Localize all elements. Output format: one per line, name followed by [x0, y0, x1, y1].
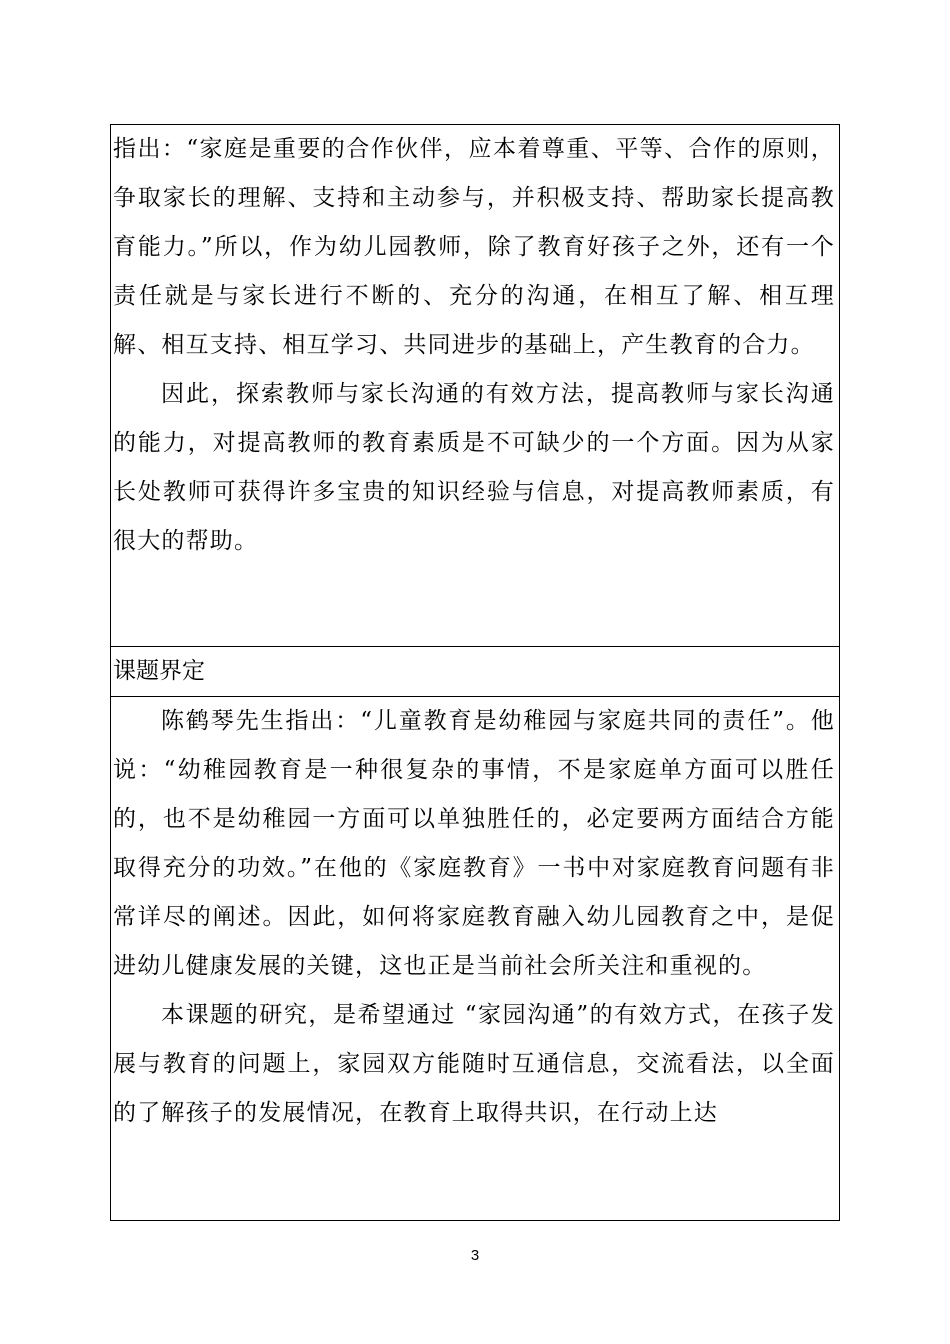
table-row	[111, 697, 840, 1221]
definition-cell	[111, 697, 840, 1221]
definition-paragraph-2: 本课题的研究，是希望通过 “家园沟通”的有效方式，在孩子发展与教育的问题上，家园双方能随时互通信息，交流看法，以全面的了解孩子的发展情况，在教育上取得共识，在行动上达	[113, 1002, 835, 1126]
table-row	[111, 125, 840, 647]
intro-paragraph-1: 指出：“家庭是重要的合作伙伴，应本着尊重、平等、合作的原则，争取家长的理解、支持和主动参与，并积极支持、帮助家长提高教育能力。”所以，作为幼儿园教师，除了教育好孩子之外，还有一个责任就是与家长进行不断的、充分的沟通，在相互了解、相互理解、相互支持、相互学习、共同进步的基础上，产生教育的合力。	[113, 136, 835, 358]
document-table	[110, 124, 840, 1221]
intro-paragraph-2: 因此，探索教师与家长沟通的有效方法，提高教师与家长沟通的能力，对提高教师的教育素质是不可缺少的一个方面。因为从家长处教师可获得许多宝贵的知识经验与信息，对提高教师素质，有很大的帮助。	[113, 381, 835, 554]
intro-cell	[111, 125, 840, 647]
page-number: 3	[470, 1247, 480, 1264]
heading-cell	[111, 647, 840, 697]
table-row	[111, 647, 840, 697]
definition-paragraph-1: 陈鹤琴先生指出：“儿童教育是幼稚园与家庭共同的责任”。他说：“幼稚园教育是一种很复杂的事情，不是家庭单方面可以胜任的，也不是幼稚园一方面可以单独胜任的，必定要两方面结合方能取得充分的功效。”在他的《家庭教育》一书中对家庭教育问题有非常详尽的阐述。因此，如何将家庭教育融入幼儿园教育之中，是促进幼儿健康发展的关键，这也正是当前社会所关注和重视的。	[113, 708, 835, 979]
section-heading: 课题界定	[113, 658, 205, 684]
